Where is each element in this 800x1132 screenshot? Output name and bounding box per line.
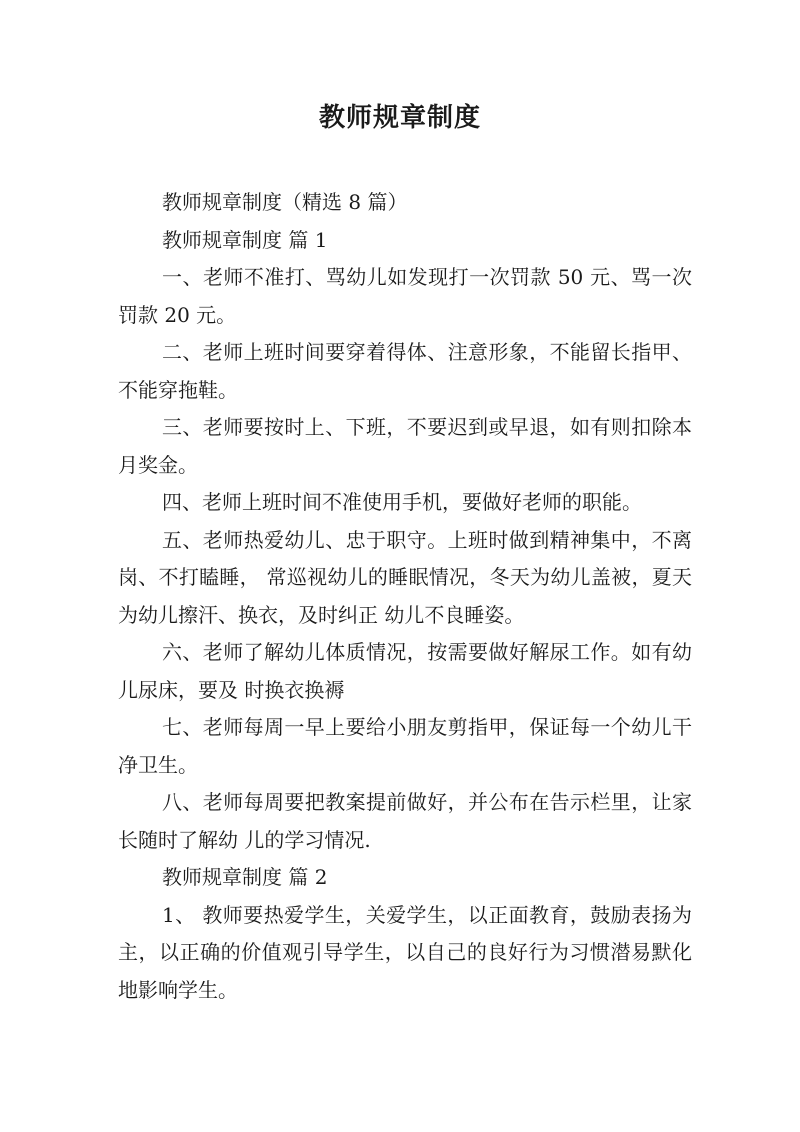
- paragraph-rule-2: 二、老师上班时间要穿着得体、注意形象，不能留长指甲、不能穿拖鞋。: [118, 340, 692, 402]
- paragraph-rule-2-1: 1、 教师要热爱学生，关爱学生，以正面教育，鼓励表扬为主，以正确的价值观引导学生，以自己的良好行为习惯潜易默化地影响学生。: [118, 902, 692, 1002]
- paragraph-rule-3: 三、老师要按时上、下班，不要迟到或早退，如有则扣除本月奖金。: [118, 415, 692, 477]
- paragraph-rule-1: 一、老师不准打、骂幼儿如发现打一次罚款 50 元、骂一次罚款 20 元。: [118, 265, 692, 327]
- paragraph-subtitle: 教师规章制度（精选 8 篇）: [162, 190, 408, 214]
- paragraph-rule-7: 七、老师每周一早上要给小朋友剪指甲，保证每一个幼儿干净卫生。: [118, 715, 692, 777]
- paragraph-rule-4: 四、老师上班时间不准使用手机，要做好老师的职能。: [162, 490, 642, 514]
- paragraph-rule-6: 六、老师了解幼儿体质情况，按需要做好解尿工作。如有幼儿尿床，要及 时换衣换褥: [118, 640, 692, 702]
- section-heading-1: 教师规章制度 篇 1: [162, 227, 328, 252]
- paragraph-rule-8: 八、老师每周要把教案提前做好，并公布在告示栏里，让家长随时了解幼 儿的学习情况.: [118, 790, 692, 852]
- paragraph-rule-5: 五、老师热爱幼儿、忠于职守。上班时做到精神集中，不离岗、不打瞌睡， 常巡视幼儿的睡眠情况，冬天为幼儿盖被，夏天为幼儿擦汗、换衣，及时纠正 幼儿不良睡姿。: [118, 527, 692, 627]
- document-title: 教师规章制度: [318, 103, 481, 133]
- document-body: [118, 184, 692, 1009]
- section-heading-2: 教师规章制度 篇 2: [162, 865, 328, 889]
